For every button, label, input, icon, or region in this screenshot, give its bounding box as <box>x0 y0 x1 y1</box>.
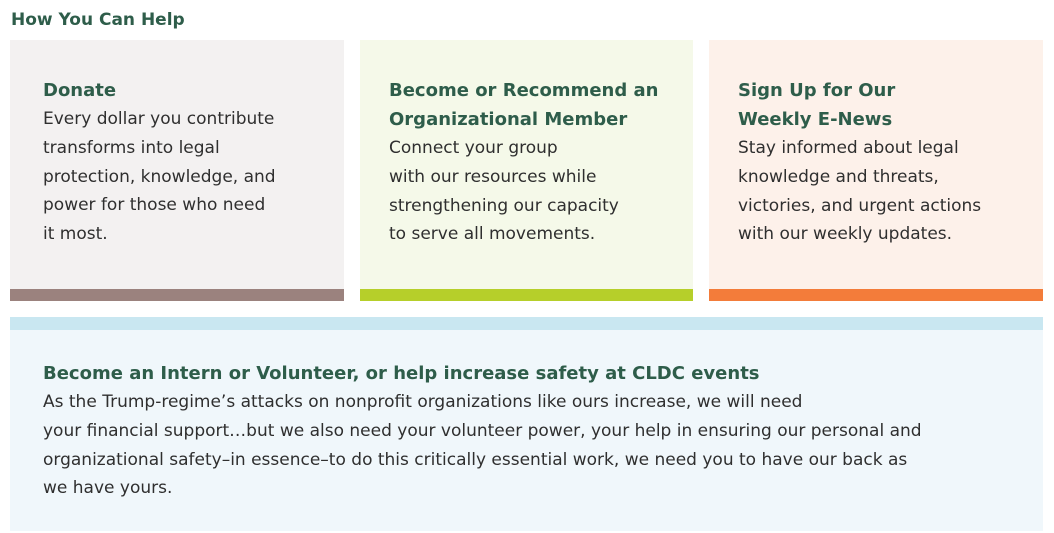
enews-card-accent-bar <box>709 289 1043 301</box>
membership-card-accent-bar <box>360 289 693 301</box>
enews-card[interactable] <box>709 40 1043 301</box>
volunteer-card-text: As the Trump-regime’s attacks on nonprofit organizations like ours increase, we will need your financial support…but we also need your volunteer power, your help in ensuring our personal and organizational safety–in essence–to do this critically essential work, we need you to have our back as we have yours. <box>43 392 922 499</box>
enews-card-heading[interactable]: Sign Up for Our Weekly E-News <box>738 80 896 130</box>
membership-card[interactable] <box>360 40 693 301</box>
donate-card-heading[interactable]: Donate <box>43 80 117 101</box>
enews-card-text: Stay informed about legal knowledge and threats, victories, and urgent actions with our weekly updates. <box>738 138 982 245</box>
volunteer-card[interactable] <box>10 317 1043 531</box>
volunteer-card-heading[interactable]: Become an Intern or Volunteer, or help increase safety at CLDC events <box>43 363 760 384</box>
donate-card-text: Every dollar you contribute transforms into legal protection, knowledge, and power for those who need it most. <box>43 109 276 245</box>
donate-card-accent-bar <box>10 289 344 301</box>
volunteer-card-accent-bar <box>10 317 1043 330</box>
donate-card[interactable] <box>10 40 344 301</box>
membership-card-text: Connect your group with our resources while strengthening our capacity to serve all movements. <box>389 138 619 245</box>
membership-card-heading[interactable]: Become or Recommend an Organizational Member <box>389 80 659 130</box>
section-title: How You Can Help <box>11 10 185 30</box>
